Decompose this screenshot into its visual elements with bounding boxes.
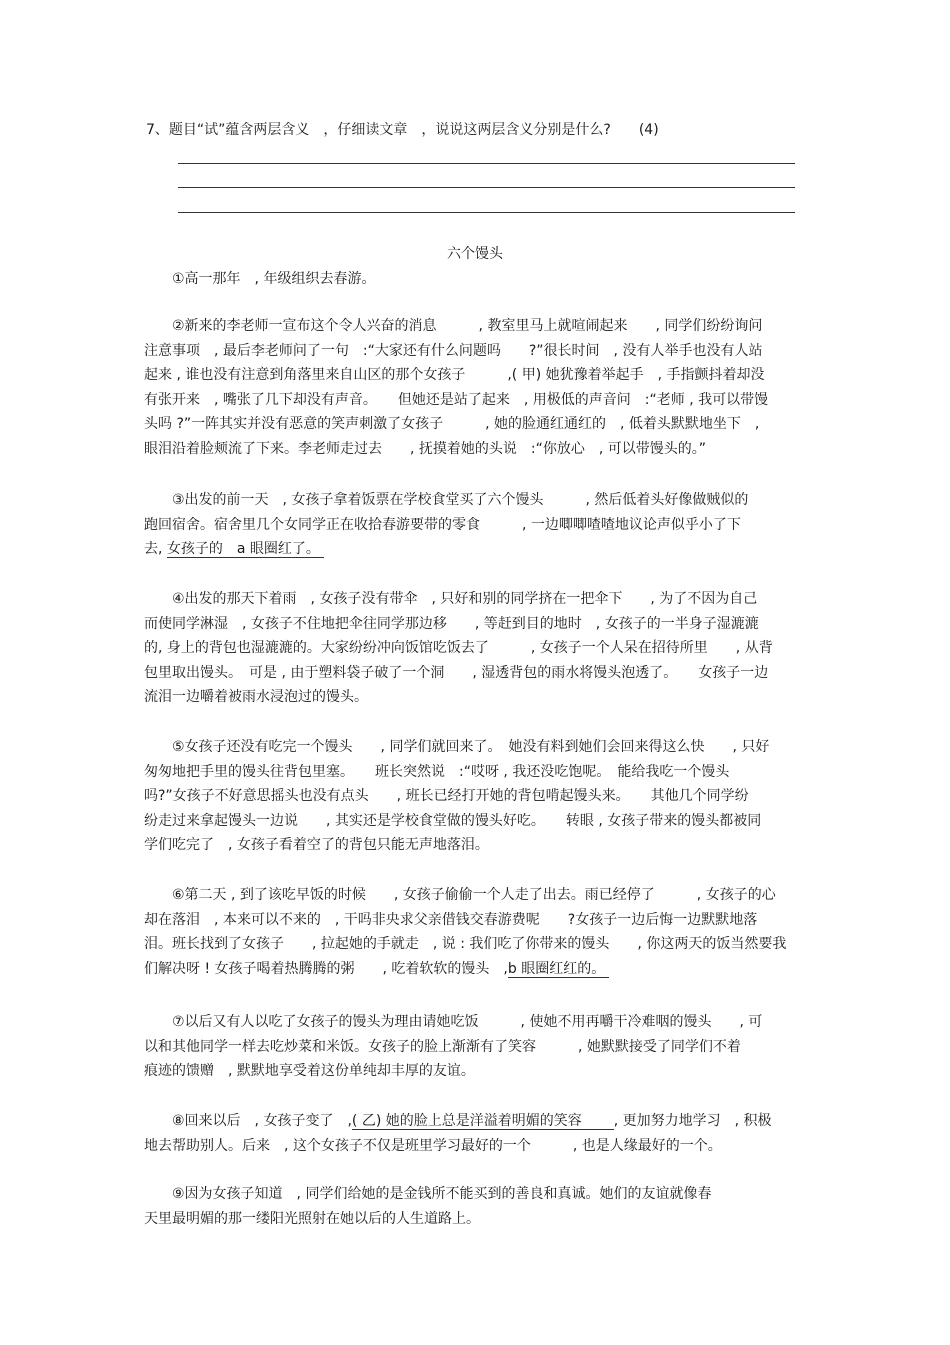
text-line: 眼泪沿着脸颊流了下来。李老师走过去 , 抚摸着她的头说 :“你放心 , 可以带馒头的。” xyxy=(144,440,707,457)
paragraph-7 xyxy=(144,1010,814,1084)
paragraph-4 xyxy=(144,587,814,710)
text-segment: , 更加努力地学习 , 积极 xyxy=(613,1113,772,1129)
text-line: 匆匆地把手里的馒头往背包里塞。 班长突然说 :“哎呀 , 我还没吃饱呢。 能给我吃一个馒头 xyxy=(144,763,730,780)
text-line: 起来 , 谁也没有注意到角落里来自山区的那个女孩子 ,( 甲) 她犹豫着举起手 , 手指颤抖着却没 xyxy=(144,367,765,383)
text-line: 流泪一边嚼着被雨水浸泡过的馒头。 xyxy=(144,689,368,705)
question-7: 7、题目“试”蕴含两层含义 ，仔细读文章 ，说说这两层含义分别是什么? (4) xyxy=(146,122,659,138)
text-segment: 去, xyxy=(144,541,167,557)
answer-line[interactable] xyxy=(178,187,795,188)
answer-line[interactable] xyxy=(178,212,795,213)
text-line: 以和其他同学一样去吃炒菜和米饭。女孩子的脸上渐渐有了笑容 , 她默默接受了同学们不着 xyxy=(144,1038,741,1055)
answer-line[interactable] xyxy=(178,163,795,164)
text-line: ④出发的那天下着雨 , 女孩子没有带伞 , 只好和别的同学挤在一把伞下 , 为了不因为自己 xyxy=(144,591,758,607)
text-line: 泪。班长找到了女孩子 , 拉起她的手就走 , 说 : 我们吃了你带来的馒头 , 你这两天的饭当然要我 xyxy=(144,936,787,952)
text-line: 天里最明媚的那一缕阳光照射在她以后的人生道路上。 xyxy=(144,1210,480,1227)
text-line: 注意事项 , 最后李老师问了一句 :“大家还有什么问题吗 ?”很长时间 , 没有人举手也没有人站 xyxy=(144,342,763,359)
text-line: 纷走过来拿起馒头一边说 , 其实还是学校食堂做的馒头好吃。 转眼 , 女孩子带来的馒头都被同 xyxy=(144,812,762,829)
paragraph-3 xyxy=(144,488,814,562)
text-line: ⑦以后又有人以吃了女孩子的馒头为理由请她吃饭 , 使她不用再嚼干冷难咽的馒头 , 可 xyxy=(144,1014,763,1030)
text-line: 有张开来 , 嘴张了几下却没有声音。 但她还是站了起来 , 用极低的声音问 :“老师 , 我可以带馒 xyxy=(144,391,769,408)
text-segment: 们解决呀 ! 女孩子喝着热腾腾的粥 , 吃着软软的馒头 , xyxy=(144,960,508,977)
paragraph-5 xyxy=(144,735,814,858)
text-line: ①高一那年 , 年级组织去春游。 xyxy=(144,271,376,287)
text-line: ③出发的前一天 , 女孩子拿着饭票在学校食堂买了六个馒头 , 然后低着头好像做贼似的 xyxy=(144,492,749,508)
underlined-sentence-a: 女孩子的 a 眼圈红了。 xyxy=(167,541,324,558)
text-line: ⑥第二天 , 到了该吃早饭的时候 , 女孩子偷偷一个人走了出去。雨已经停了 , 女孩子的心 xyxy=(144,887,776,903)
text-line: 头吗 ?”一阵其实并没有恶意的笑声刺激了女孩子 , 她的脸通红通红的 , 低着头默默地坐下 , xyxy=(144,416,760,432)
passage-title: 六个馒头 xyxy=(447,246,503,262)
text-line: 痕迹的馈赠 , 默默地享受着这份单纯却丰厚的友谊。 xyxy=(144,1063,475,1079)
text-line: ⑨因为女孩子知道 , 同学们给她的是金钱所不能买到的善良和真诚。她们的友谊就像春 xyxy=(144,1186,712,1202)
text-line: ②新来的李老师一宣布这个令人兴奋的消息 , 教室里马上就喧闹起来 , 同学们纷纷询问 xyxy=(144,318,763,334)
text-line: 吗?”女孩子不好意思摇头也没有点头 , 班长已经打开她的背包啃起馒头来。 其他几个同学纷 xyxy=(144,788,749,804)
paragraph-1 xyxy=(144,267,814,292)
text-line xyxy=(144,1109,814,1134)
text-line: 跑回宿舍。宿舍里几个女同学正在收拾春游要带的零食 , 一边唧唧喳喳地议论声似乎小了下 xyxy=(144,516,741,533)
text-line: 而使同学淋湿 , 女孩子不住地把伞往同学那边移 , 等赶到目的地时 , 女孩子的一半身子湿漉漉 xyxy=(144,615,759,632)
text-line: 的, 身上的背包也湿漉漉的。大家纷纷冲向饭馆吃饭去了 , 女孩子一个人呆在招待所里 , 从背 xyxy=(144,640,773,656)
text-segment: ⑧回来以后 , 女孩子变了 , xyxy=(144,1113,352,1129)
paragraph-6 xyxy=(144,883,814,981)
text-line xyxy=(144,537,814,562)
text-line: 却在落泪 , 本来可以不来的 , 干吗非央求父亲借钱交春游费呢 ?女孩子一边后悔一边默默地落 xyxy=(144,911,758,928)
paragraph-2 xyxy=(144,314,814,461)
paragraph-9 xyxy=(144,1182,814,1231)
text-line: ⑤女孩子还没有吃完一个馒头 , 同学们就回来了。 她没有料到她们会回来得这么快 , 只好 xyxy=(144,739,770,755)
text-line: 学们吃完了 , 女孩子看着空了的背包只能无声地落泪。 xyxy=(144,837,489,853)
paragraph-8 xyxy=(144,1109,814,1158)
text-line: 包里取出馒头。 可是 , 由于塑料袋子破了一个洞 , 湿透背包的雨水将馒头泡透了。 女孩子一边 xyxy=(144,664,769,681)
text-line: 地去帮助别人。后来 , 这个女孩子不仅是班里学习最好的一个 , 也是人缘最好的一个。 xyxy=(144,1137,722,1154)
underlined-sentence-yi: ( 乙) 她的脸上总是洋溢着明媚的笑容 xyxy=(352,1113,614,1130)
text-line xyxy=(144,957,814,982)
underlined-sentence-b: b 眼圈红红的。 xyxy=(508,961,609,978)
